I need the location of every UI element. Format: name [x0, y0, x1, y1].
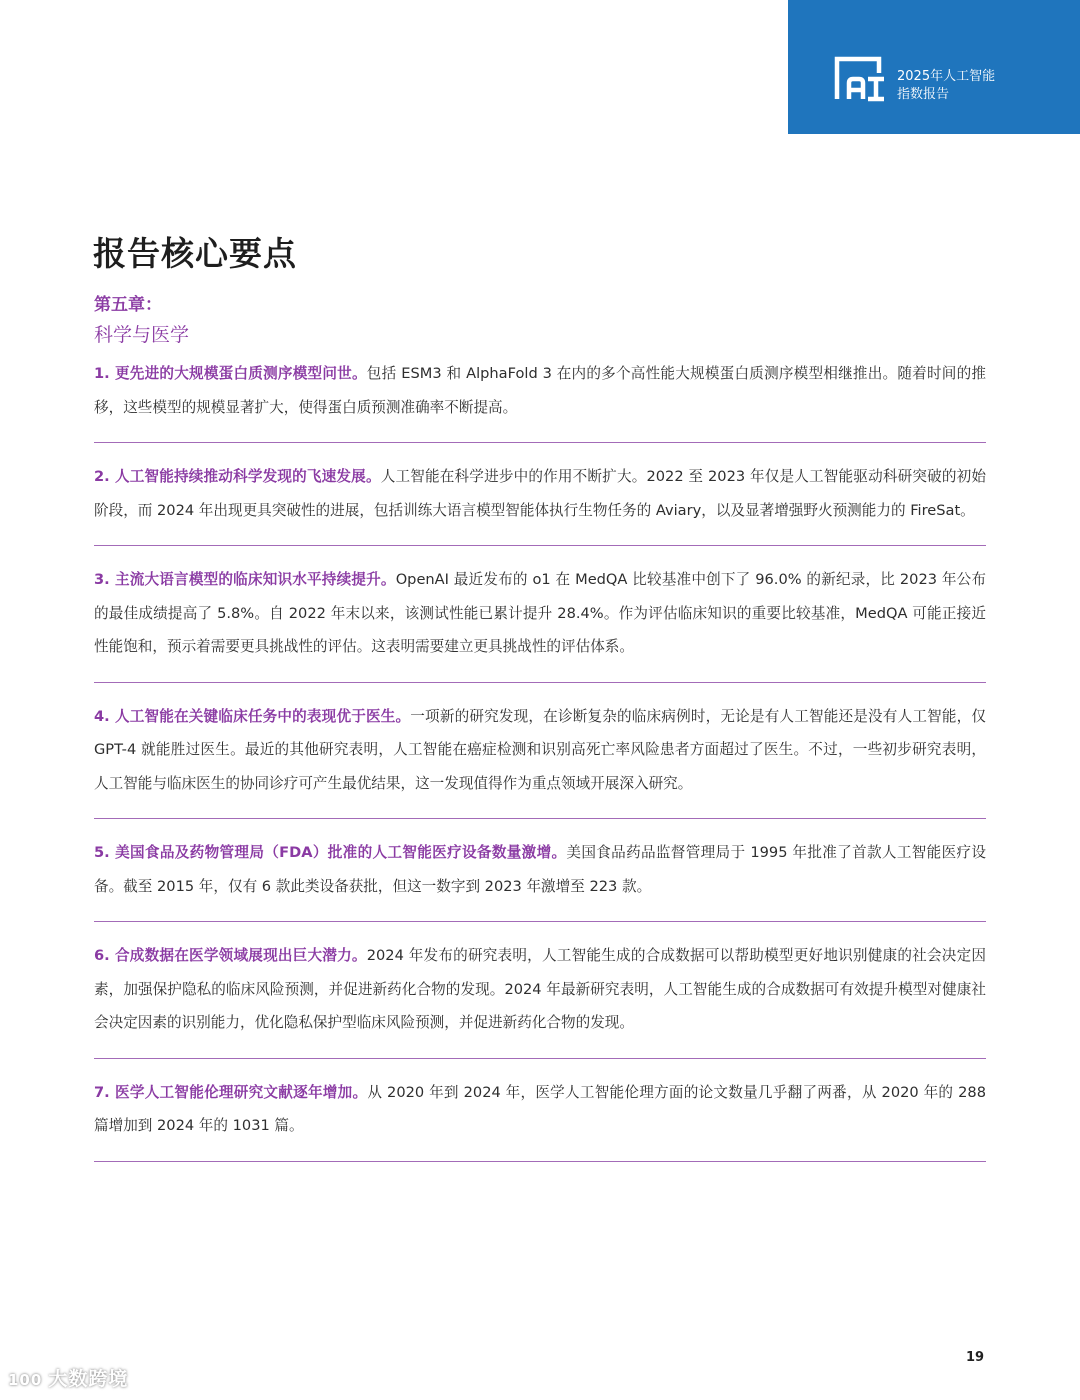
divider — [94, 818, 986, 819]
watermark — [8, 1364, 128, 1391]
key-point-2 — [94, 460, 986, 527]
watermark-text: 大数跨境 — [48, 1368, 129, 1390]
key-point-heading: 7. 医学人工智能伦理研究文献逐年增加。 — [94, 1083, 368, 1101]
chapter-label: 第五章： — [94, 295, 162, 315]
divider — [94, 1161, 986, 1162]
key-point-heading: 1. 更先进的大规模蛋白质测序模型问世。 — [94, 365, 367, 382]
divider — [94, 1058, 986, 1059]
key-point-body: 从 2020 年到 2024 年，医学人工智能伦理方面的论文数量几乎翻了两番，从 2020 年的 288 篇增加到 2024 年的 1031 篇。 — [94, 1083, 986, 1134]
key-point-5 — [94, 836, 986, 903]
key-point-body: OpenAI 最近发布的 o1 在 MedQA 比较基准中创下了 96.0% 的新纪录，比 2023 年公布的最佳成绩提高了 5.8%。自 2022 年末以来，该测试性能已累计提升 28.4%。作为评估临床知识的重要比较基准，MedQA 可能正接近性能饱和，预示着需要更具挑战性的评估。这表明需要建立更具挑战性的评估体系。 — [94, 571, 986, 655]
key-point-heading: 6. 合成数据在医学领域展现出巨大潜力。 — [94, 947, 367, 964]
key-point-body: 一项新的研究发现，在诊断复杂的临床病例时，无论是有人工智能还是没有人工智能，仅 GPT-4 就能胜过医生。最近的其他研究表明，人工智能在癌症检测和识别高死亡率风险患者方面超过了医生。不过，一些初步研究表明，人工智能与临床医生的协同诊疗可产生最优结果，这一发现值得作为重点领域开展深入研究。 — [94, 707, 986, 792]
key-point-body: 2024 年发布的研究表明，人工智能生成的合成数据可以帮助模型更好地识别健康的社会决定因素，加强保护隐私的临床风险预测，并促进新药化合物的发现。2024 年最新研究表明，人工智能生成的合成数据可有效提升模型对健康社会决定因素的识别能力，优化隐私保护型临床风险预测，并促进新药化合物的发现。 — [94, 947, 986, 1031]
page-title: 报告核心要点 — [93, 234, 297, 273]
key-point-heading: 5. 美国食品及药物管理局（FDA）批准的人工智能医疗设备数量激增。 — [94, 844, 567, 861]
key-point-1 — [94, 357, 986, 424]
key-point-body: 美国食品药品监督管理局于 1995 年批准了首款人工智能医疗设备。截至 2015 年，仅有 6 款此类设备获批，但这一数字到 2023 年激增至 223 款。 — [94, 844, 986, 895]
divider — [94, 682, 986, 683]
key-point-heading: 2. 人工智能持续推动科学发现的飞速发展。 — [94, 468, 381, 485]
key-point-6 — [94, 939, 986, 1040]
page-number: 19 — [966, 1350, 985, 1365]
chapter-name: 科学与医学 — [94, 324, 190, 346]
key-point-4 — [94, 700, 986, 801]
brand-title-line2: 指数报告 — [897, 87, 950, 102]
divider — [94, 545, 986, 546]
ai-index-logo-icon — [833, 55, 885, 102]
key-point-7 — [94, 1076, 986, 1143]
report-brand-header — [788, 0, 1080, 134]
divider — [94, 921, 986, 922]
key-point-3 — [94, 563, 986, 664]
divider — [94, 442, 986, 443]
report-brand-title — [897, 68, 995, 104]
watermark-logo-icon: 100 — [8, 1371, 43, 1389]
key-point-body: 人工智能在科学进步中的作用不断扩大。2022 至 2023 年仅是人工智能驱动科研突破的初始阶段，而 2024 年出现更具突破性的进展，包括训练大语言模型智能体执行生物任务的 Aviary，以及显著增强野火预测能力的 FireSat。 — [94, 468, 987, 519]
brand-title-line1: 2025年人工智能 — [897, 69, 996, 84]
key-point-heading: 4. 人工智能在关键临床任务中的表现优于医生。 — [94, 707, 411, 725]
key-point-heading: 3. 主流大语言模型的临床知识水平持续提升。 — [94, 571, 396, 588]
key-points-list — [94, 357, 986, 1162]
key-point-body: 包括 ESM3 和 AlphaFold 3 在内的多个高性能大规模蛋白质测序模型相继推出。随着时间的推移，这些模型的规模显著扩大，使得蛋白质预测准确率不断提高。 — [94, 365, 986, 416]
